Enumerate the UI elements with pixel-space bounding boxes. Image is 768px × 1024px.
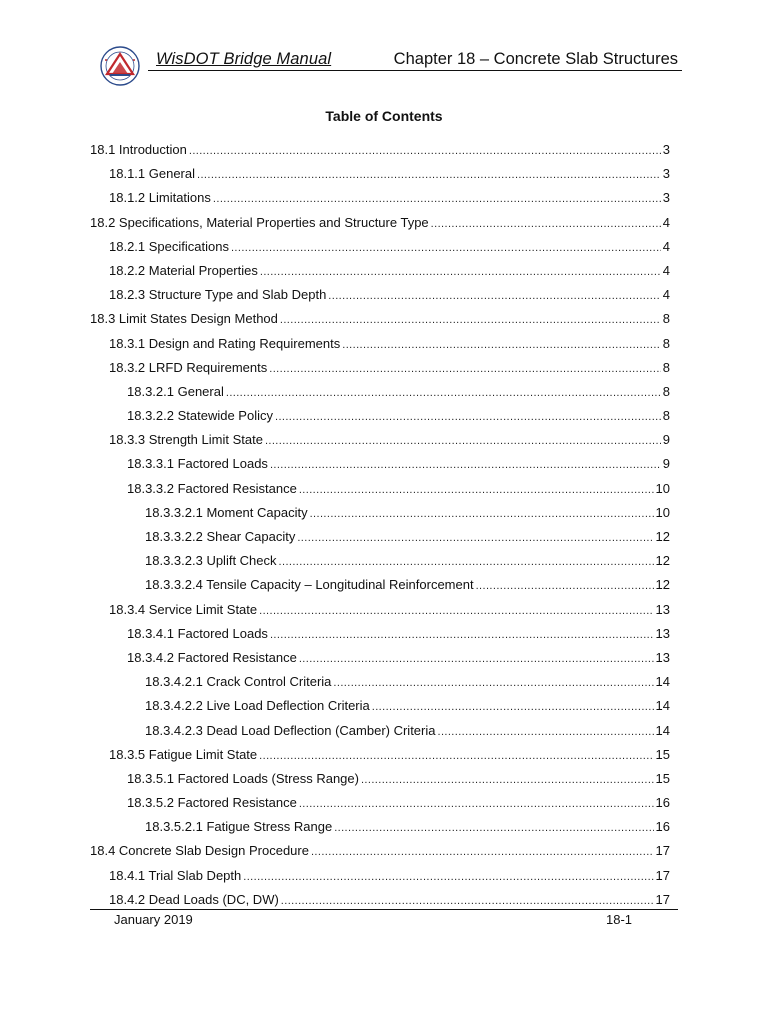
toc-entry-page: 3 (662, 166, 670, 182)
header-divider (148, 70, 682, 71)
toc-entry[interactable] (90, 694, 670, 718)
toc-entry-label: 18.1 Introduction (90, 142, 187, 157)
toc-entry-page: 15 (655, 770, 670, 786)
toc-entry-page: 8 (662, 359, 670, 375)
toc-entry[interactable] (90, 622, 670, 646)
dot-leader (297, 526, 653, 550)
toc-entry-label: 18.3.3.2.2 Shear Capacity (145, 529, 296, 544)
toc-entry-page: 3 (662, 190, 670, 206)
toc-entry-label: 18.2 Specifications, Material Properties and Structure Type (90, 214, 429, 230)
dot-leader (299, 647, 654, 671)
toc-entry-label: 18.3.4.2.2 Live Load Deflection Criteria (145, 698, 370, 714)
dot-leader (299, 792, 654, 816)
toc-entry[interactable] (90, 235, 670, 259)
dot-leader (189, 139, 661, 163)
toc-entry[interactable] (90, 839, 670, 863)
toc-entry-page: 16 (655, 819, 670, 835)
toc-entry-label: 18.3.5.2 Factored Resistance (127, 795, 297, 811)
toc-entry[interactable] (90, 743, 670, 767)
toc-entry-label: 18.3.3.2 Factored Resistance (127, 480, 297, 496)
toc-entry[interactable] (90, 670, 670, 694)
dot-leader (243, 865, 653, 889)
toc-entry-label: 18.3.3.2.3 Uplift Check (145, 553, 277, 569)
toc-entry[interactable] (90, 791, 670, 815)
dot-leader (361, 768, 654, 792)
toc-entry-page: 10 (655, 504, 670, 520)
toc-entry-page: 16 (655, 795, 670, 811)
toc-entry-page: 17 (655, 891, 670, 907)
manual-title: WisDOT Bridge Manual (156, 50, 332, 68)
toc-entry-page: 12 (655, 529, 670, 544)
dot-leader (437, 720, 653, 744)
toc-entry-label: 18.4.2 Dead Loads (DC, DW) (109, 891, 279, 907)
toc-entry-label: 18.4.1 Trial Slab Depth (109, 867, 242, 883)
toc-entry-page: 8 (662, 311, 670, 327)
toc-entry-page: 17 (655, 867, 670, 883)
toc-entry-page: 13 (655, 601, 670, 617)
toc-entry-label: 18.3.4.2 Factored Resistance (127, 649, 297, 665)
dot-leader (333, 671, 653, 695)
dot-leader (270, 453, 661, 477)
dot-leader (275, 405, 661, 429)
dot-leader (260, 260, 661, 284)
toc-entry-page: 14 (655, 698, 670, 714)
dot-leader (342, 333, 661, 357)
dot-leader (231, 236, 661, 260)
toc-entry[interactable] (90, 525, 670, 549)
toc-entry-label: 18.3.2.2 Statewide Policy (127, 408, 273, 424)
toc-entry[interactable] (90, 549, 670, 573)
toc-entry-label: 18.3.3 Strength Limit State (109, 432, 263, 448)
toc-entry[interactable] (90, 186, 670, 210)
toc-entry[interactable] (90, 501, 670, 525)
toc-entry-label: 18.3 Limit States Design Method (90, 311, 278, 327)
dot-leader (259, 599, 653, 623)
toc-entry[interactable] (90, 646, 670, 670)
toc-entry-label: 18.3.4.2.1 Crack Control Criteria (145, 674, 332, 690)
dot-leader (270, 623, 654, 647)
dot-leader (299, 478, 654, 502)
toc-entry-page: 14 (655, 674, 670, 690)
table-of-contents (90, 138, 670, 912)
toc-entry-page: 15 (655, 746, 670, 762)
toc-entry[interactable] (90, 356, 670, 380)
toc-entry-page: 9 (662, 432, 670, 448)
toc-entry-label: 18.4 Concrete Slab Design Procedure (90, 843, 309, 859)
dot-leader (334, 816, 653, 840)
toc-entry-label: 18.3.2 LRFD Requirements (109, 359, 268, 375)
dot-leader (431, 212, 661, 236)
toc-title: Table of Contents (325, 108, 443, 124)
dot-leader (328, 284, 660, 308)
toc-entry-page: 8 (662, 383, 670, 399)
dot-leader (280, 308, 661, 332)
toc-entry-page: 13 (655, 649, 670, 665)
toc-entry[interactable] (90, 864, 670, 888)
dot-leader (269, 357, 661, 381)
dot-leader (259, 744, 653, 768)
toc-entry-page: 4 (662, 262, 670, 278)
toc-entry-page: 13 (655, 625, 670, 641)
toc-entry-label: 18.2.2 Material Properties (109, 262, 258, 278)
toc-entry[interactable] (90, 307, 670, 331)
toc-entry[interactable] (90, 477, 670, 501)
toc-entry[interactable] (90, 380, 670, 404)
toc-entry[interactable] (90, 211, 670, 235)
toc-entry-label: 18.3.4.1 Factored Loads (127, 625, 268, 641)
toc-entry-label: 18.3.4 Service Limit State (109, 601, 258, 617)
dot-leader (372, 695, 654, 719)
toc-entry-page: 8 (662, 335, 670, 351)
toc-entry-page: 12 (655, 577, 670, 593)
dot-leader (279, 550, 654, 574)
toc-entry[interactable] (90, 162, 670, 186)
toc-entry-label: 18.1.1 General (109, 166, 196, 182)
toc-entry-label: 18.3.4.2.3 Dead Load Deflection (Camber) Criteria (145, 722, 436, 738)
toc-entry[interactable] (90, 767, 670, 791)
toc-entry[interactable] (90, 452, 670, 476)
toc-entry-page: 4 (662, 214, 670, 230)
dot-leader (226, 381, 661, 405)
toc-entry[interactable] (90, 283, 670, 307)
toc-entry-label: 18.3.3.2.4 Tensile Capacity – Longitudinal Reinforcement (145, 577, 474, 593)
toc-entry-page: 4 (662, 238, 670, 254)
dot-leader (265, 429, 661, 453)
wisdot-seal-logo-icon (98, 44, 142, 88)
toc-entry-label: 18.3.1 Design and Rating Requirements (109, 335, 341, 351)
footer-divider (90, 909, 678, 910)
toc-entry-label: 18.3.3.1 Factored Loads (127, 456, 268, 472)
toc-entry-label: 18.2.3 Structure Type and Slab Depth (109, 287, 327, 303)
toc-entry-label: 18.3.5.1 Factored Loads (Stress Range) (127, 770, 359, 786)
dot-leader (213, 187, 661, 211)
dot-leader (310, 502, 654, 526)
toc-entry[interactable] (90, 404, 670, 428)
chapter-title: Chapter 18 – Concrete Slab Structures (393, 50, 678, 68)
toc-entry-page: 10 (655, 480, 670, 496)
toc-entry-label: 18.3.3.2.1 Moment Capacity (145, 504, 308, 520)
toc-entry[interactable] (90, 598, 670, 622)
dot-leader (476, 574, 654, 598)
toc-entry[interactable] (90, 815, 670, 839)
toc-entry-page: 12 (655, 553, 670, 569)
toc-entry-page: 8 (662, 408, 670, 424)
toc-entry[interactable] (90, 332, 670, 356)
toc-entry[interactable] (90, 428, 670, 452)
toc-entry-label: 18.1.2 Limitations (109, 190, 211, 206)
toc-entry-page: 3 (662, 142, 670, 157)
toc-entry-page: 4 (662, 287, 670, 303)
dot-leader (311, 840, 654, 864)
toc-entry[interactable] (90, 259, 670, 283)
footer-date: January 2019 (114, 912, 193, 927)
toc-entry-page: 9 (662, 456, 670, 472)
toc-entry[interactable] (90, 138, 670, 162)
toc-entry-label: 18.3.5 Fatigue Limit State (109, 746, 258, 762)
page-header (98, 42, 686, 76)
toc-entry[interactable] (90, 719, 670, 743)
toc-entry-page: 17 (655, 843, 670, 859)
toc-entry-label: 18.3.5.2.1 Fatigue Stress Range (145, 819, 333, 835)
toc-entry-label: 18.2.1 Specifications (109, 238, 229, 254)
dot-leader (197, 163, 661, 187)
toc-entry[interactable] (90, 573, 670, 597)
toc-entry-page: 14 (655, 722, 670, 738)
footer-page-number: 18-1 (606, 912, 633, 927)
toc-entry-label: 18.3.2.1 General (127, 383, 224, 399)
